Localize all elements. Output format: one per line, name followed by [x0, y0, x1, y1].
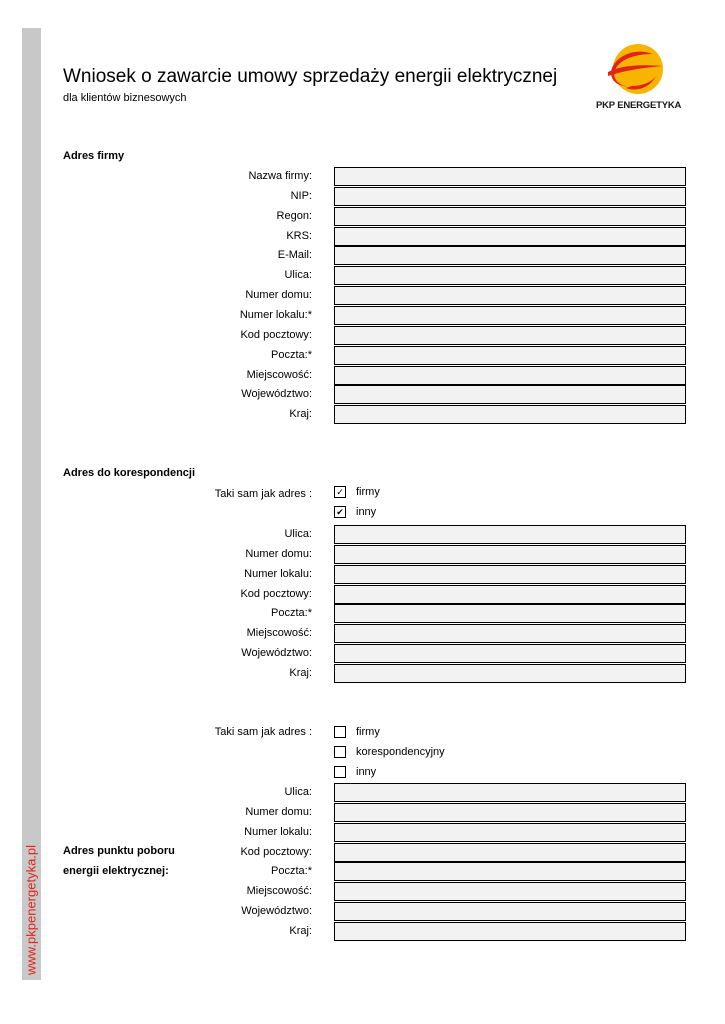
- company-input-kod-pocztowy[interactable]: [334, 326, 686, 345]
- company-label-regon: Regon:: [276, 209, 312, 222]
- correspondence-input-ulica[interactable]: [334, 525, 686, 544]
- company-label-ulica: Ulica:: [284, 269, 312, 282]
- correspondence-option-label-firmy: firmy: [356, 486, 380, 498]
- delivery-input-numer-lokalu[interactable]: [334, 823, 686, 842]
- company-input-regon[interactable]: [334, 207, 686, 226]
- correspondence-label-poczta: Poczta:*: [271, 607, 312, 620]
- correspondence-checkbox-inny[interactable]: ✔: [334, 506, 346, 518]
- side-bar: [22, 28, 41, 980]
- correspondence-input-numer-lokalu[interactable]: [334, 565, 686, 584]
- delivery-label-wojew-dztwo: Województwo:: [241, 905, 312, 918]
- company-input-numer-domu[interactable]: [334, 286, 686, 305]
- company-logo: [596, 42, 682, 114]
- company-label-kraj: Kraj:: [289, 408, 312, 421]
- company-label-wojew-dztwo: Województwo:: [241, 388, 312, 401]
- delivery-label-numer-domu: Numer domu:: [245, 805, 312, 818]
- page-title: Wniosek o zawarcie umowy sprzedaży energii elektrycznej: [63, 66, 558, 87]
- delivery-label-numer-lokalu: Numer lokalu:: [244, 825, 312, 838]
- correspondence-label-numer-lokalu: Numer lokalu:: [244, 567, 312, 580]
- correspondence-option-label-inny: inny: [356, 506, 377, 518]
- company-label-poczta: Poczta:*: [271, 348, 312, 361]
- company-label-numer-domu: Numer domu:: [245, 289, 312, 302]
- company-input-nazwa-firmy[interactable]: [334, 167, 686, 186]
- delivery-point-heading-line2: energii elektrycznej:: [63, 865, 169, 877]
- company-input-numer-lokalu[interactable]: [334, 306, 686, 325]
- correspondence-label-kod-pocztowy: Kod pocztowy:: [240, 587, 312, 600]
- company-address-heading: Adres firmy: [63, 150, 125, 162]
- delivery-option-label-firmy: firmy: [356, 726, 380, 738]
- delivery-checkbox-firmy[interactable]: [334, 726, 346, 738]
- company-input-ulica[interactable]: [334, 266, 686, 285]
- company-label-e-mail: E-Mail:: [277, 249, 312, 262]
- delivery-label-kod-pocztowy: Kod pocztowy:: [240, 845, 312, 858]
- delivery-input-numer-domu[interactable]: [334, 803, 686, 822]
- company-label-kod-pocztowy: Kod pocztowy:: [240, 328, 312, 341]
- company-input-krs[interactable]: [334, 227, 686, 246]
- delivery-point-heading-line1: Adres punktu poboru: [63, 845, 175, 857]
- company-input-wojew-dztwo[interactable]: [334, 385, 686, 404]
- company-input-kraj[interactable]: [334, 405, 686, 424]
- correspondence-label-numer-domu: Numer domu:: [245, 547, 312, 560]
- delivery-same-as-label: Taki sam jak adres :: [214, 726, 312, 738]
- delivery-input-miejscowo[interactable]: [334, 882, 686, 901]
- delivery-label-poczta: Poczta:*: [271, 865, 312, 878]
- company-label-nip: NIP:: [290, 189, 312, 202]
- logo-text: PKP ENERGETYKA: [596, 100, 682, 111]
- delivery-checkbox-inny[interactable]: [334, 766, 346, 778]
- logo-mark-icon: [602, 42, 668, 100]
- company-label-numer-lokalu: Numer lokalu:*: [239, 308, 312, 321]
- correspondence-input-miejscowo[interactable]: [334, 624, 686, 643]
- delivery-input-ulica[interactable]: [334, 783, 686, 802]
- delivery-option-label-inny: inny: [356, 766, 377, 778]
- company-input-miejscowo[interactable]: [334, 366, 686, 385]
- company-input-e-mail[interactable]: [334, 246, 686, 265]
- correspondence-label-miejscowo: Miejscowość:: [246, 627, 312, 640]
- delivery-input-wojew-dztwo[interactable]: [334, 902, 686, 921]
- correspondence-label-ulica: Ulica:: [284, 528, 312, 540]
- delivery-label-kraj: Kraj:: [289, 924, 312, 937]
- company-input-poczta[interactable]: [334, 346, 686, 365]
- correspondence-address-heading: Adres do korespondencji: [63, 467, 196, 479]
- correspondence-same-as-label: Taki sam jak adres :: [214, 488, 312, 500]
- website-url: www.pkpenergetyka.pl: [23, 844, 39, 976]
- company-label-miejscowo: Miejscowość:: [246, 368, 312, 381]
- delivery-input-kod-pocztowy[interactable]: [334, 843, 686, 862]
- page-subtitle: dla klientów biznesowych: [63, 92, 187, 104]
- correspondence-input-kraj[interactable]: [334, 664, 686, 683]
- correspondence-input-poczta[interactable]: [334, 604, 686, 623]
- company-label-krs: KRS:: [286, 229, 312, 242]
- correspondence-input-kod-pocztowy[interactable]: [334, 585, 686, 604]
- correspondence-label-kraj: Kraj:: [289, 666, 312, 679]
- correspondence-label-wojew-dztwo: Województwo:: [241, 647, 312, 660]
- delivery-option-label-korespondencyjny: korespondencyjny: [356, 746, 445, 758]
- company-input-nip[interactable]: [334, 187, 686, 206]
- delivery-checkbox-korespondencyjny[interactable]: [334, 746, 346, 758]
- delivery-label-miejscowo: Miejscowość:: [246, 885, 312, 898]
- correspondence-input-wojew-dztwo[interactable]: [334, 644, 686, 663]
- delivery-input-poczta[interactable]: [334, 862, 686, 881]
- company-label-nazwa-firmy: Nazwa firmy:: [248, 170, 312, 182]
- delivery-label-ulica: Ulica:: [284, 786, 312, 798]
- correspondence-input-numer-domu[interactable]: [334, 545, 686, 564]
- delivery-input-kraj[interactable]: [334, 922, 686, 941]
- correspondence-checkbox-firmy[interactable]: ✓: [334, 486, 346, 498]
